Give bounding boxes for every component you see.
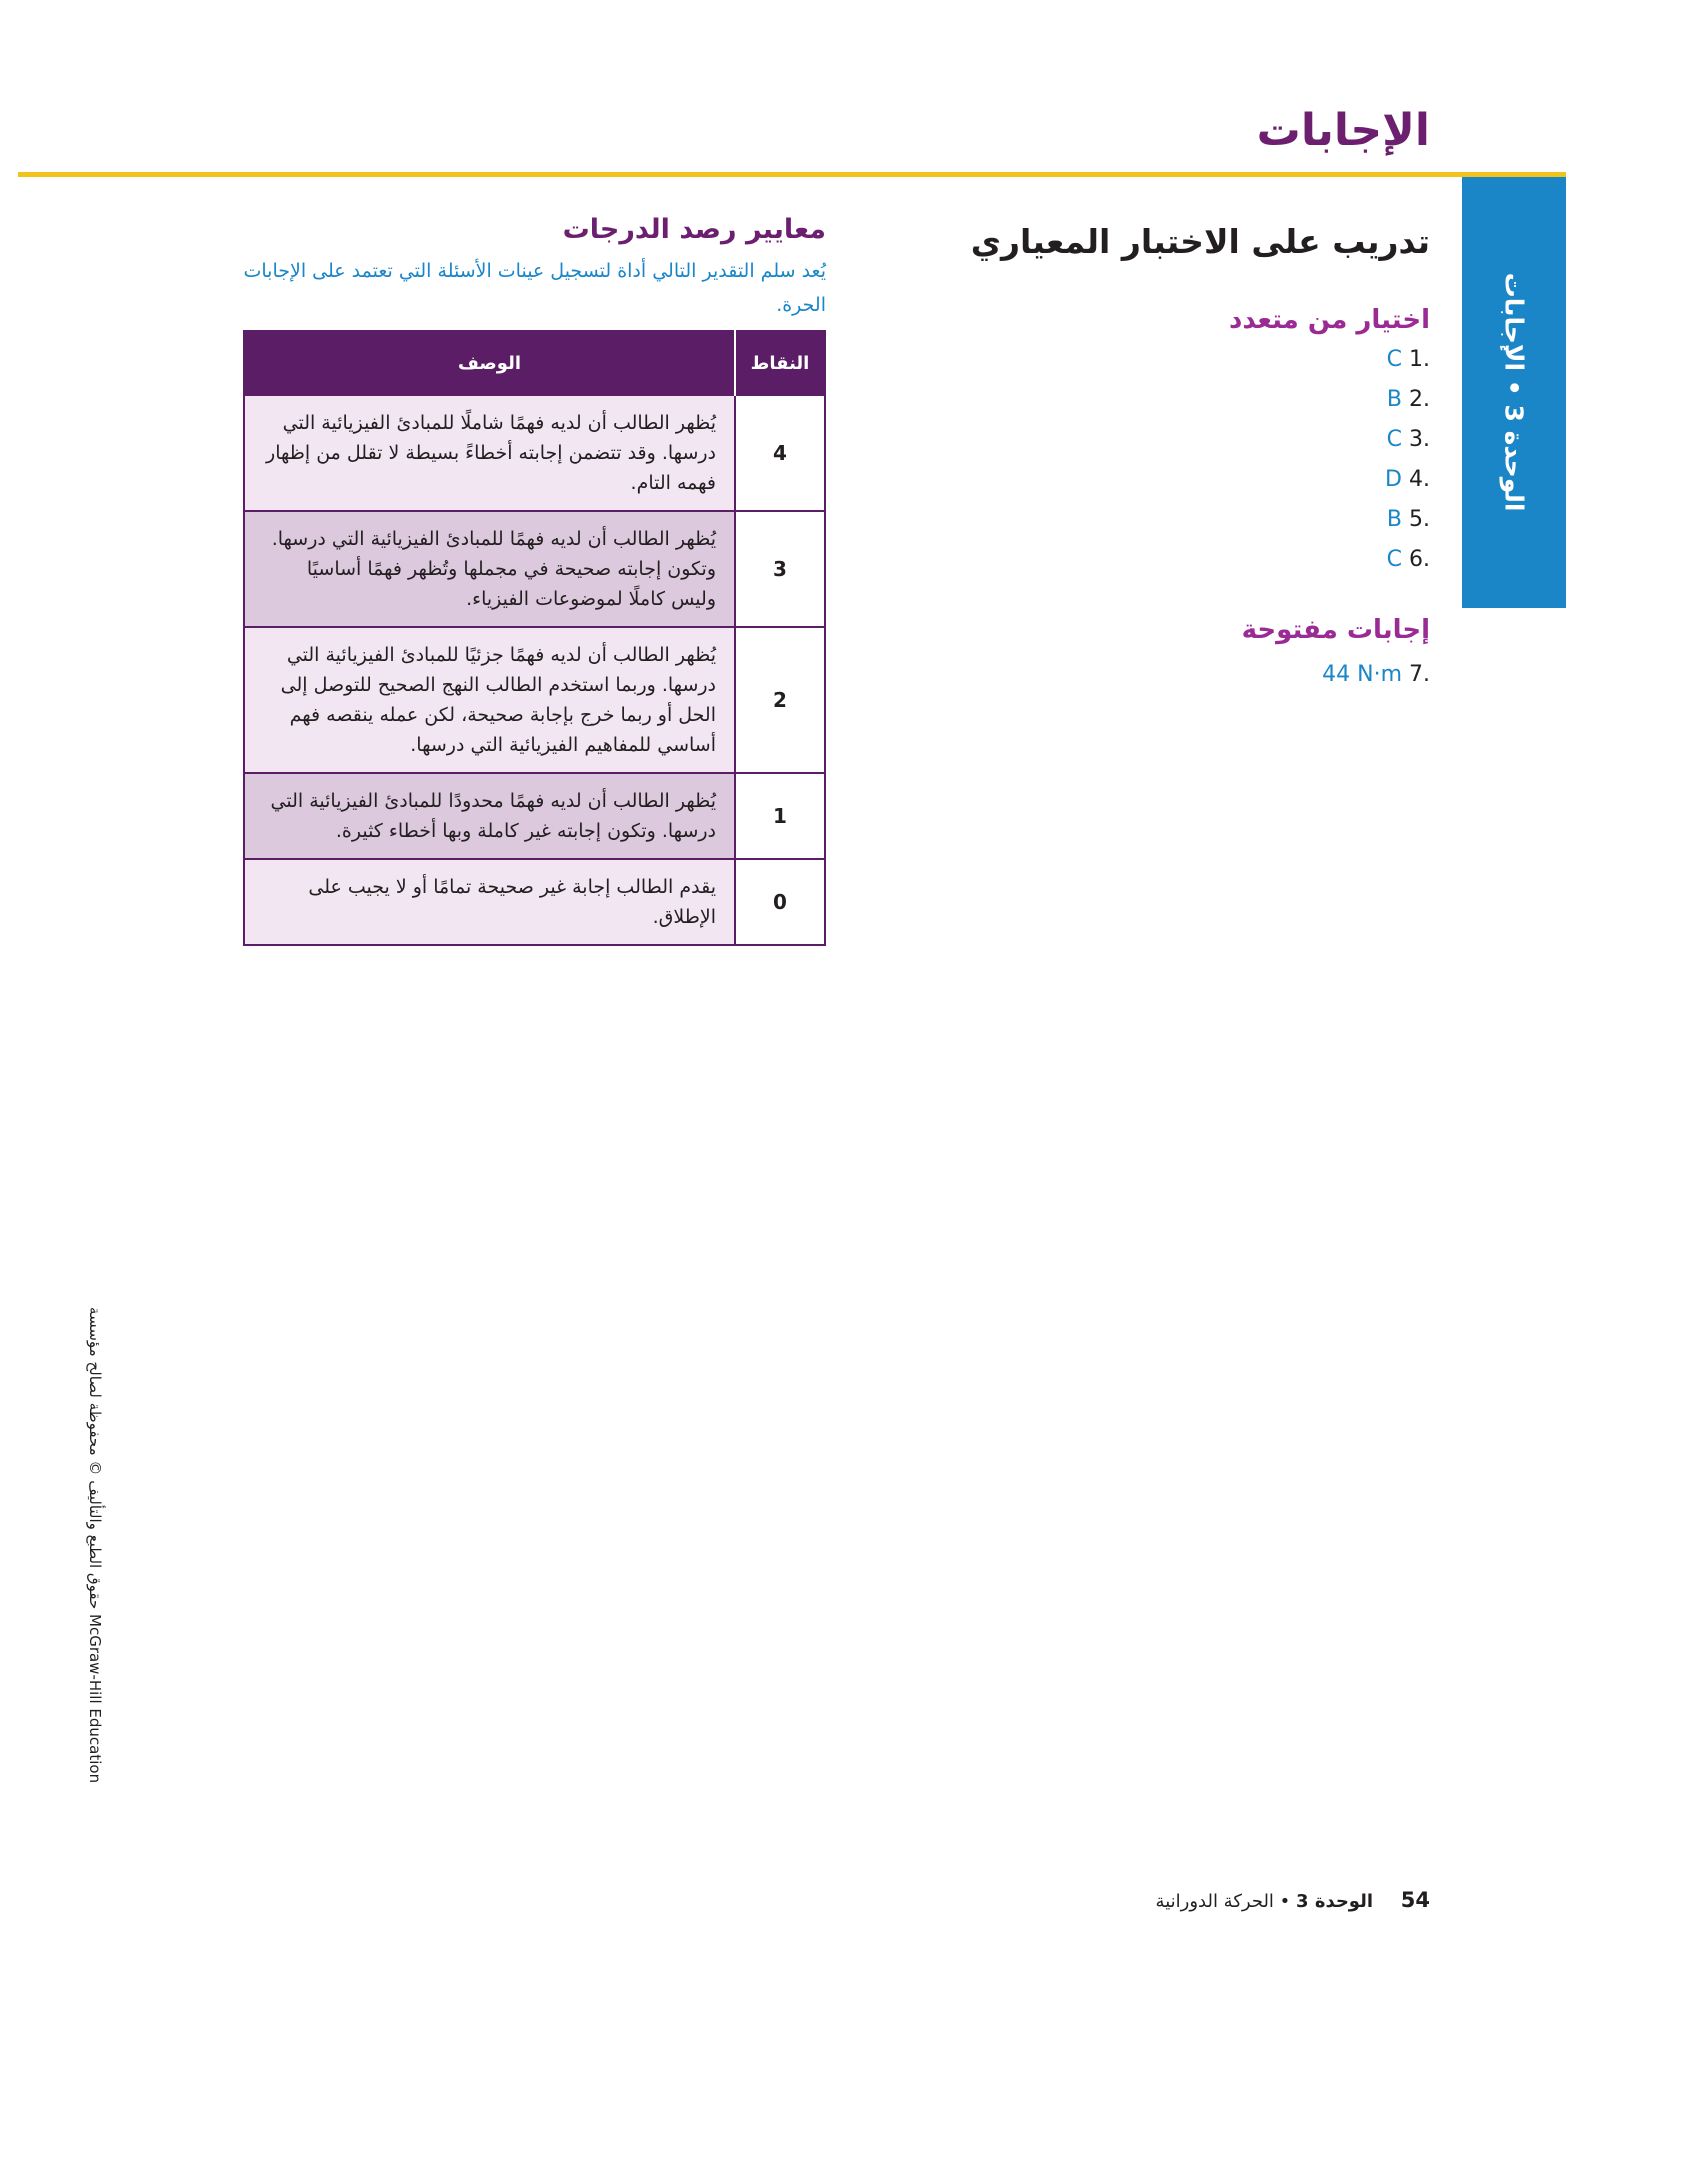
points-cell: 1 (735, 773, 825, 859)
description-cell: يقدم الطالب إجابة غير صحيحة تمامًا أو لا يجيب على الإطلاق. (244, 859, 735, 945)
copyright-notice (80, 1285, 110, 1805)
multiple-choice-heading: اختيار من متعدد (1229, 305, 1430, 335)
footer-unit: الوحدة 3 (1296, 1891, 1374, 1912)
table-header-row (244, 331, 825, 395)
rubric-heading: معايير رصد الدرجات (562, 214, 826, 245)
table-row (244, 627, 825, 773)
points-cell: 2 (735, 627, 825, 773)
points-cell: 0 (735, 859, 825, 945)
answer-item: .2 B (1386, 387, 1430, 412)
description-cell: يُظهر الطالب أن لديه فهمًا محدودًا للمبادئ الفيزيائية التي درسها. وتكون إجابته غير كاملة وبها أخطاء كثيرة. (244, 773, 735, 859)
side-tab-label: الوحدة 3 • الإجابات (1499, 272, 1529, 512)
open-ended-answers (1250, 655, 1430, 695)
open-ended-heading: إجابات مفتوحة (1241, 615, 1430, 645)
description-column-header: الوصف (244, 331, 735, 395)
table-row (244, 859, 825, 945)
copyright-text: حقوق الطبع والتأليف © محفوظة لصالح مؤسسة McGraw-Hill Education (86, 1306, 104, 1784)
description-cell: يُظهر الطالب أن لديه فهمًا للمبادئ الفيزيائية التي درسها. وتكون إجابته صحيحة في مجملها وتُظهر فهمًا أساسيًا وليس كاملًا لموضوعات الفيزياء. (244, 511, 735, 627)
answer-item: .7 44 N·m (1322, 662, 1430, 687)
page-number: 54 (1400, 1888, 1430, 1912)
answer-item: .3 C (1386, 427, 1430, 452)
points-column-header: النقاط (735, 331, 825, 395)
description-cell: يُظهر الطالب أن لديه فهمًا جزئيًا للمبادئ الفيزيائية التي درسها. وربما استخدم الطالب النهج الصحيح للتوصل إلى الحل أو ربما خرج بإجابة صحيحة، لكن عمله ينقصه فهم أساسي للمفاهيم الفيزيائية التي درسها. (244, 627, 735, 773)
answer-item: .6 C (1386, 547, 1430, 572)
table-row (244, 511, 825, 627)
page-title: الإجابات (1256, 105, 1430, 156)
table-row (244, 773, 825, 859)
answer-item: .1 C (1386, 347, 1430, 372)
rubric-table (243, 330, 826, 946)
rubric-intro: يُعد سلم التقدير التالي أداة لتسجيل عينات الأسئلة التي تعتمد على الإجابات الحرة. (243, 260, 826, 316)
footer-chapter: • الحركة الدورانية (1155, 1891, 1291, 1912)
table-row (244, 395, 825, 511)
header-rule (18, 172, 1566, 177)
points-cell: 3 (735, 511, 825, 627)
answer-item: .4 D (1385, 467, 1430, 492)
answer-item: .5 B (1386, 507, 1430, 532)
description-cell: يُظهر الطالب أن لديه فهمًا شاملًا للمبادئ الفيزيائية التي درسها. وقد تتضمن إجابته أخطاءً بسيطة لا تقلل من إظهار فهمه التام. (244, 395, 735, 511)
multiple-choice-answers (1250, 340, 1430, 580)
points-cell: 4 (735, 395, 825, 511)
practice-heading: تدريب على الاختبار المعياري (970, 222, 1430, 261)
page-footer (1050, 1888, 1430, 1912)
